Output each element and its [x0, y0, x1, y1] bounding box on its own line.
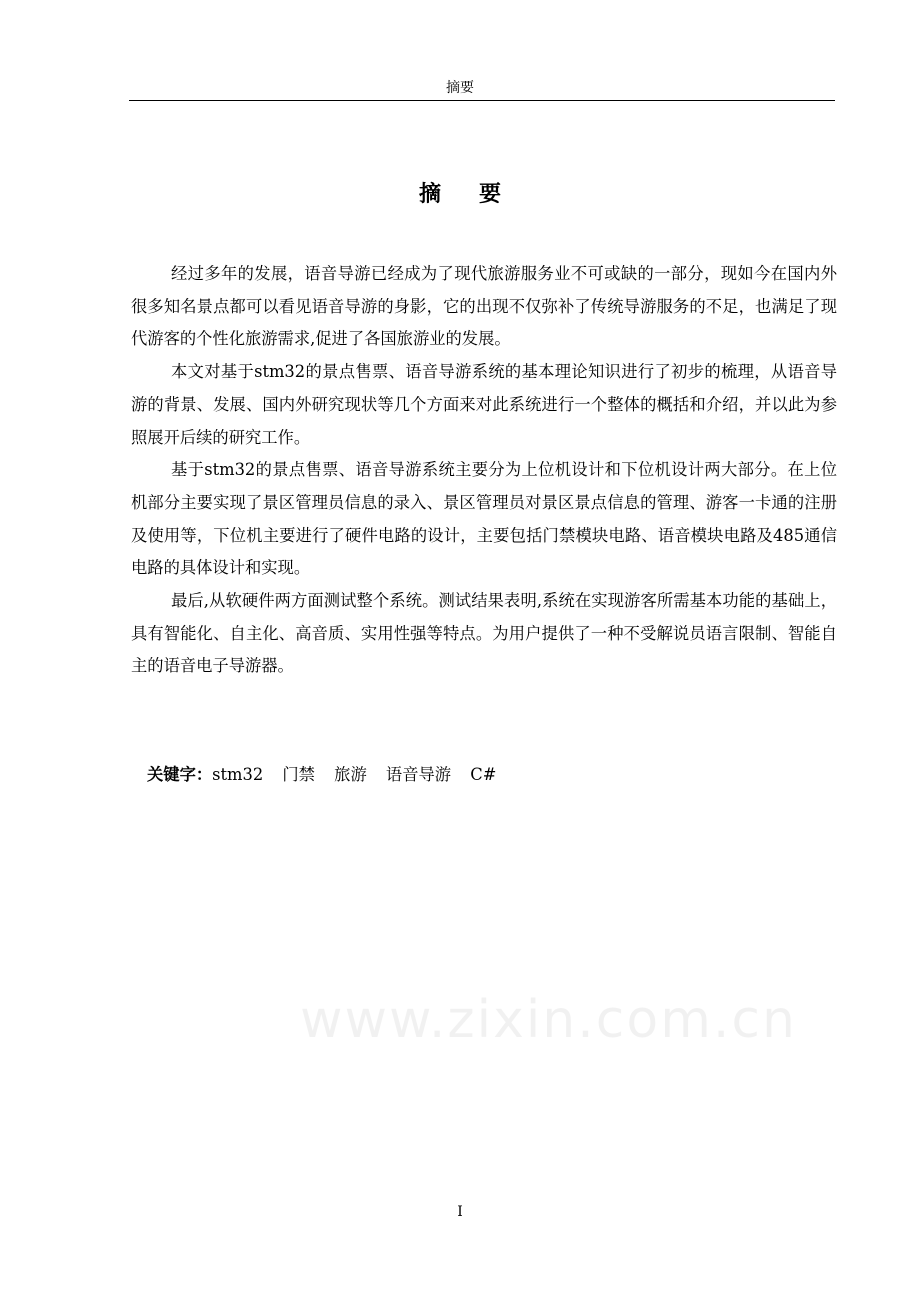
- abstract-paragraph-4: 最后,从软硬件两方面测试整个系统。测试结果表明,系统在实现游客所需基本功能的基础上，具有智能化、自主化、高音质、实用性强等特点。为用户提供了一种不受解说员语言限制、智能自主的语音电子导游器。: [131, 591, 837, 676]
- keyword-item: 旅游: [334, 765, 367, 784]
- running-header: 摘要: [446, 80, 474, 96]
- abstract-paragraph-3: 基于stm32的景点售票、语音导游系统主要分为上位机设计和下位机设计两大部分。在上位机部分主要实现了景区管理员信息的录入、景区管理员对景区景点信息的管理、游客一卡通的注册及使用等，下位机主要进行了硬件电路的设计，主要包括门禁模块电路、语音模块电路及485通信电路的具体设计和实现。: [131, 460, 837, 578]
- watermark: www.zixin.com.cn: [300, 990, 797, 1050]
- keywords-line: [147, 760, 510, 790]
- header-divider: [129, 100, 835, 101]
- abstract-paragraph-2: 本文对基于stm32的景点售票、语音导游系统的基本理论知识进行了初步的梳理，从语音导游的背景、发展、国内外研究现状等几个方面来对此系统进行一个整体的概括和介绍，并以此为参照展开后续的研究工作。: [131, 362, 837, 447]
- keyword-item: C#: [470, 765, 497, 784]
- keywords-label: 关键字：: [147, 765, 213, 784]
- keyword-item: 语音导游: [385, 765, 452, 784]
- page-number: I: [457, 1204, 463, 1220]
- keyword-item: stm32: [212, 765, 264, 784]
- abstract-paragraph-1: 经过多年的发展，语音导游已经成为了现代旅游服务业不可或缺的一部分，现如今在国内外很多知名景点都可以看见语音导游的身影，它的出现不仅弥补了传统导游服务的不足，也满足了现代游客的个性化旅游需求,促进了各国旅游业的发展。: [131, 264, 837, 349]
- abstract-body: [131, 258, 837, 683]
- page-title: 摘要: [418, 182, 539, 207]
- keyword-item: 门禁: [282, 765, 315, 784]
